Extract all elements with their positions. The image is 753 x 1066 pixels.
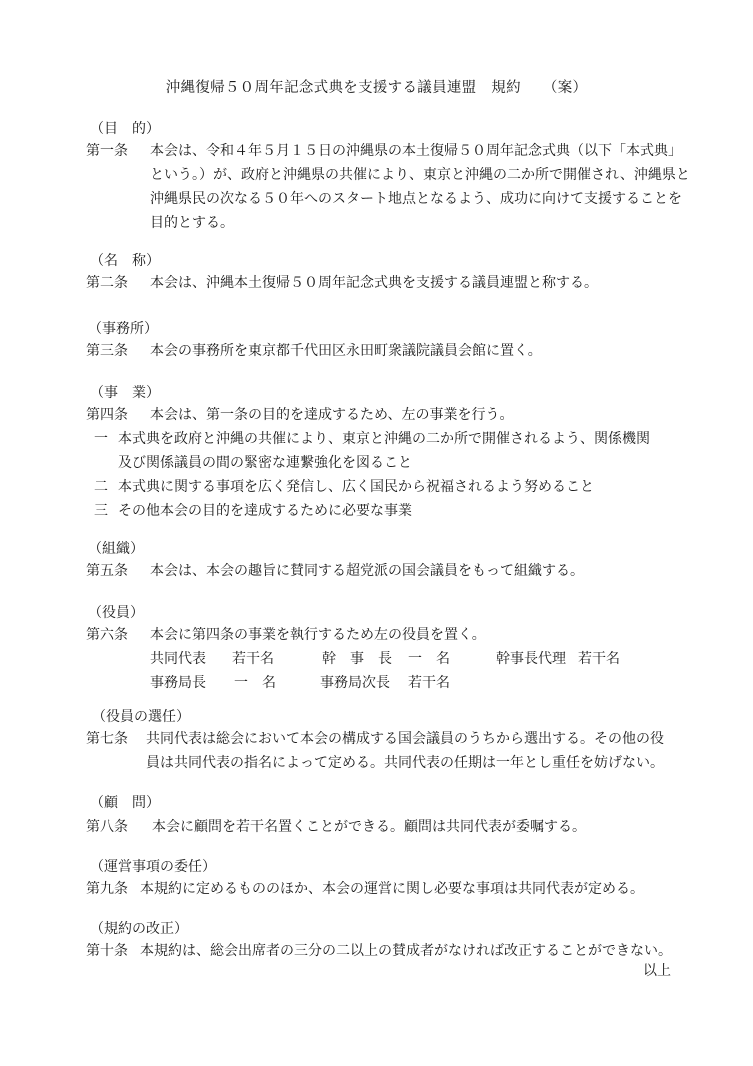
officer-secgen-count: 一 名 (408, 651, 450, 667)
art4-item-3-line-1: その他本会の目的を達成するために必要な事業 (118, 503, 412, 519)
officer-cochair: 共同代表 (150, 651, 206, 667)
art3-label: 第三条 (86, 343, 128, 359)
art4-item-1-num: 一 (94, 431, 108, 447)
art9-text: 本規約に定めるもののほか、本会の運営に関し必要な事項は共同代表が定める。 (140, 881, 644, 897)
art1-heading: （目 的） (90, 121, 160, 137)
art6-text: 本会に第四条の事業を執行するため左の役員を置く。 (150, 627, 486, 643)
title-main: 沖縄復帰５０周年記念式典を支援する議員連盟 規約 (165, 80, 521, 96)
art4-item-3-num: 三 (94, 503, 108, 519)
art8-label: 第八条 (86, 819, 128, 835)
officer-deputy-secgen-count: 若干名 (578, 651, 620, 667)
art4-item-1-line-2: 及び関係議員の間の緊密な連繋強化を図ること (118, 455, 412, 471)
art7-heading: （役員の選任） (92, 709, 190, 725)
document-title (0, 76, 753, 97)
art6-heading: （役員） (88, 605, 144, 621)
officer-office-chief: 事務局長 (150, 675, 206, 691)
art1-line-1: 本会は、令和４年５月１５日の沖縄県の本土復帰５０周年記念式典（以下「本式典」 (150, 143, 682, 159)
art5-text: 本会は、本会の趣旨に賛同する超党派の国会議員をもって組織する。 (150, 563, 584, 579)
art4-heading: （事 業） (90, 385, 160, 401)
art4-item-1-line-1: 本式典を政府と沖縄の共催により、東京と沖縄の二か所で開催されるよう、関係機関 (118, 431, 650, 447)
art4-item-2-line-1: 本式典に関する事項を広く発信し、広く国民から祝福されるよう努めること (118, 479, 594, 495)
art5-label: 第五条 (86, 563, 128, 579)
art1-label: 第一条 (86, 143, 128, 159)
art7-label: 第七条 (86, 731, 128, 747)
art10-label: 第十条 (86, 943, 128, 959)
officer-office-deputy-count: 若干名 (408, 675, 450, 691)
art10-heading: （規約の改正） (90, 921, 188, 937)
art1-line-2: という。）が、政府と沖縄県の共催により、東京と沖縄の二か所で開催され、沖縄県と (150, 167, 690, 183)
title-draft: （案） (542, 80, 588, 96)
art4-item-2-num: 二 (94, 479, 108, 495)
art2-text: 本会は、沖縄本土復帰５０周年記念式典を支援する議員連盟と称する。 (150, 275, 598, 291)
officer-office-chief-count: 一 名 (234, 675, 276, 691)
art3-text: 本会の事務所を東京都千代田区永田町衆議院議員会館に置く。 (150, 343, 542, 359)
officer-cochair-count: 若干名 (232, 651, 274, 667)
art7-line-1: 共同代表は総会において本会の構成する国会議員のうちから選出する。その他の役 (146, 731, 664, 747)
art1-line-4: 目的とする。 (150, 215, 234, 231)
art5-heading: （組織） (88, 541, 144, 557)
art10-text: 本規約は、総会出席者の三分の二以上の賛成者がなければ改正することができない。 (140, 943, 672, 959)
officer-deputy-secgen: 幹事長代理 (496, 651, 566, 667)
art6-label: 第六条 (86, 627, 128, 643)
art9-label: 第九条 (86, 881, 128, 897)
art1-line-3: 沖縄県民の次なる５０年へのスタート地点となるよう、成功に向けて支援することを (150, 191, 682, 207)
art7-line-2: 員は共同代表の指名によって定める。共同代表の任期は一年とし重任を妨げない。 (146, 755, 664, 771)
art8-heading: （顧 問） (90, 795, 160, 811)
art4-text: 本会は、第一条の目的を達成するため、左の事業を行う。 (150, 407, 514, 423)
art2-label: 第二条 (86, 275, 128, 291)
art8-text: 本会に顧問を若干名置くことができる。顧問は共同代表が委嘱する。 (152, 819, 586, 835)
art2-heading: （名 称） (90, 253, 160, 269)
officer-office-deputy: 事務局次長 (320, 675, 390, 691)
closing-mark: 以上 (643, 963, 671, 979)
art9-heading: （運営事項の委任） (90, 859, 216, 875)
officer-secgen: 幹 事 長 (322, 651, 392, 667)
art4-label: 第四条 (86, 407, 128, 423)
art3-heading: （事務所） (88, 321, 158, 337)
